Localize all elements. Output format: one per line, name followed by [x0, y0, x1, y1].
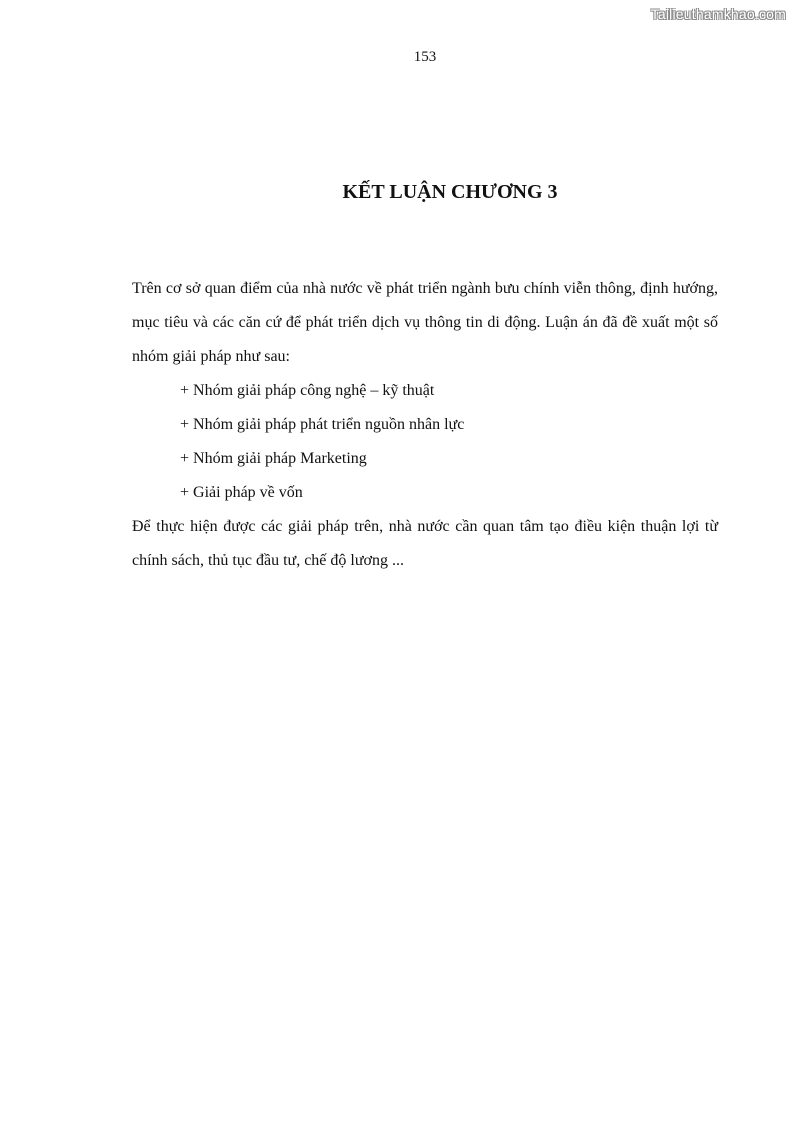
list-item: + Giải pháp về vốn [180, 484, 303, 501]
list-item: + Nhóm giải pháp phát triển nguồn nhân lực [180, 416, 465, 433]
watermark: Tailieuthamkhao.com [650, 6, 786, 22]
document-body [132, 272, 718, 578]
list-item: + Nhóm giải pháp công nghệ – kỹ thuật [180, 382, 435, 399]
solution-list [132, 374, 718, 510]
list-item: + Nhóm giải pháp Marketing [180, 450, 367, 467]
conclusion-paragraph: Để thực hiện được các giải pháp trên, nhà nước cần quan tâm tạo điều kiện thuận lợi từ chính sách, thủ tục đầu tư, chế độ lương ... [132, 518, 718, 569]
intro-paragraph: Trên cơ sở quan điểm của nhà nước về phát triển ngành bưu chính viễn thông, định hướng, mục tiêu và các căn cứ để phát triển dịch vụ thông tin di động. Luận án đã đề xuất một số nhóm giải pháp như sau: [132, 280, 718, 365]
page-number: 153 [413, 49, 437, 65]
chapter-title: KẾT LUẬN CHƯƠNG 3 [342, 181, 558, 203]
